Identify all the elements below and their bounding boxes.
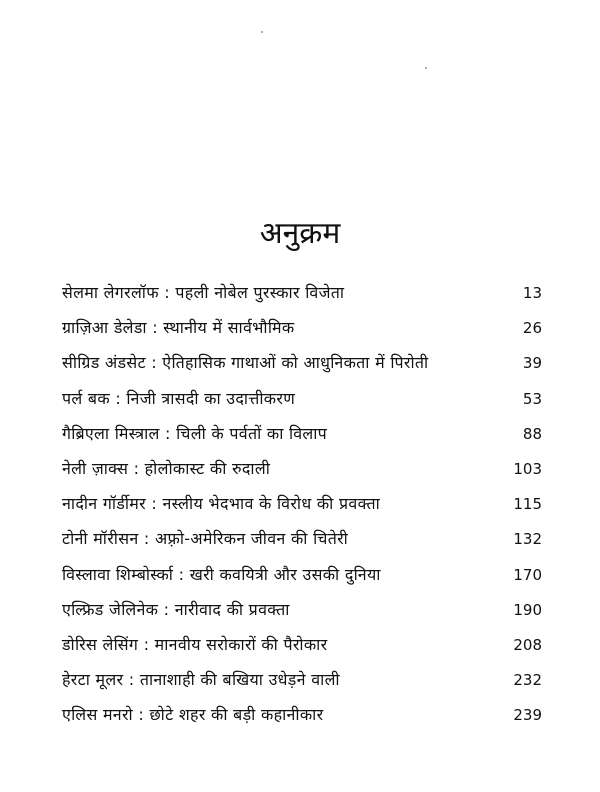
toc-entry-page-number: 190 [513, 600, 542, 619]
toc-entry-page-number: 39 [522, 354, 542, 373]
toc-entry-title: एलिस मनरो : छोटे शहर की बड़ी कहानीकार [62, 705, 324, 725]
table-of-contents [62, 278, 542, 735]
page-title: अनुक्रम [259, 216, 341, 251]
toc-entry-title: नेली ज़ाक्स : होलोकास्ट की रुदाली [62, 458, 271, 478]
toc-entry-page-number: 132 [513, 530, 542, 549]
page-speck [425, 67, 427, 69]
toc-entry-title: टोनी मॉरीसन : अफ़्रो-अमेरिकन जीवन की चितेरी [62, 529, 349, 549]
page-speck [261, 31, 263, 33]
toc-entry-page-number: 53 [522, 389, 542, 408]
toc-entry[interactable] [62, 384, 542, 419]
toc-entry-page-number: 208 [513, 635, 542, 654]
toc-entry[interactable] [62, 595, 542, 630]
toc-entry-page-number: 103 [513, 459, 542, 478]
toc-entry-title: विस्लावा शिम्बोर्स्का : खरी कवयित्री और उसकी दुनिया [62, 564, 381, 584]
toc-entry[interactable] [62, 700, 542, 735]
toc-entry-page-number: 239 [513, 706, 542, 725]
toc-entry-title: डोरिस लेसिंग : मानवीय सरोकारों की पैरोकार [62, 634, 328, 654]
toc-entry-page-number: 232 [513, 671, 542, 690]
toc-entry[interactable] [62, 278, 542, 313]
toc-entry[interactable] [62, 419, 542, 454]
toc-entry[interactable] [62, 489, 542, 524]
toc-entry[interactable] [62, 454, 542, 489]
toc-entry-title: पर्ल बक : निजी त्रासदी का उदात्तीकरण [62, 388, 296, 408]
toc-entry[interactable] [62, 348, 542, 383]
toc-entry-page-number: 26 [522, 319, 542, 338]
toc-entry[interactable] [62, 313, 542, 348]
toc-entry[interactable] [62, 524, 542, 559]
toc-entry-page-number: 13 [522, 284, 542, 302]
toc-entry-title: ग्राज़िआ डेलेडा : स्थानीय में सार्वभौमिक [62, 318, 295, 338]
toc-entry-page-number: 115 [513, 495, 542, 514]
toc-entry-title: सीग्रिड अंडसेट : ऐतिहासिक गाथाओं को आधुनिकता में पिरोती [62, 353, 429, 373]
toc-entry[interactable] [62, 630, 542, 665]
toc-entry-page-number: 88 [522, 424, 542, 443]
toc-entry-title: गैब्रिएला मिस्त्राल : चिली के पर्वतों का विलाप [62, 423, 328, 443]
toc-entry[interactable] [62, 665, 542, 700]
toc-entry-title: हेरटा मूलर : तानाशाही की बखिया उधेड़ने वाली [62, 670, 340, 690]
toc-entry[interactable] [62, 560, 542, 595]
toc-entry-title: सेलमा लेगरलॉफ : पहली नोबेल पुरस्कार विजेता [62, 283, 345, 302]
toc-entry-page-number: 170 [513, 565, 542, 584]
toc-entry-title: एल्फ्रिड जेलिनेक : नारीवाद की प्रवक्ता [62, 599, 290, 619]
toc-entry-title: नादीन गॉर्डीमर : नस्लीय भेदभाव के विरोध की प्रवक्ता [62, 494, 381, 514]
